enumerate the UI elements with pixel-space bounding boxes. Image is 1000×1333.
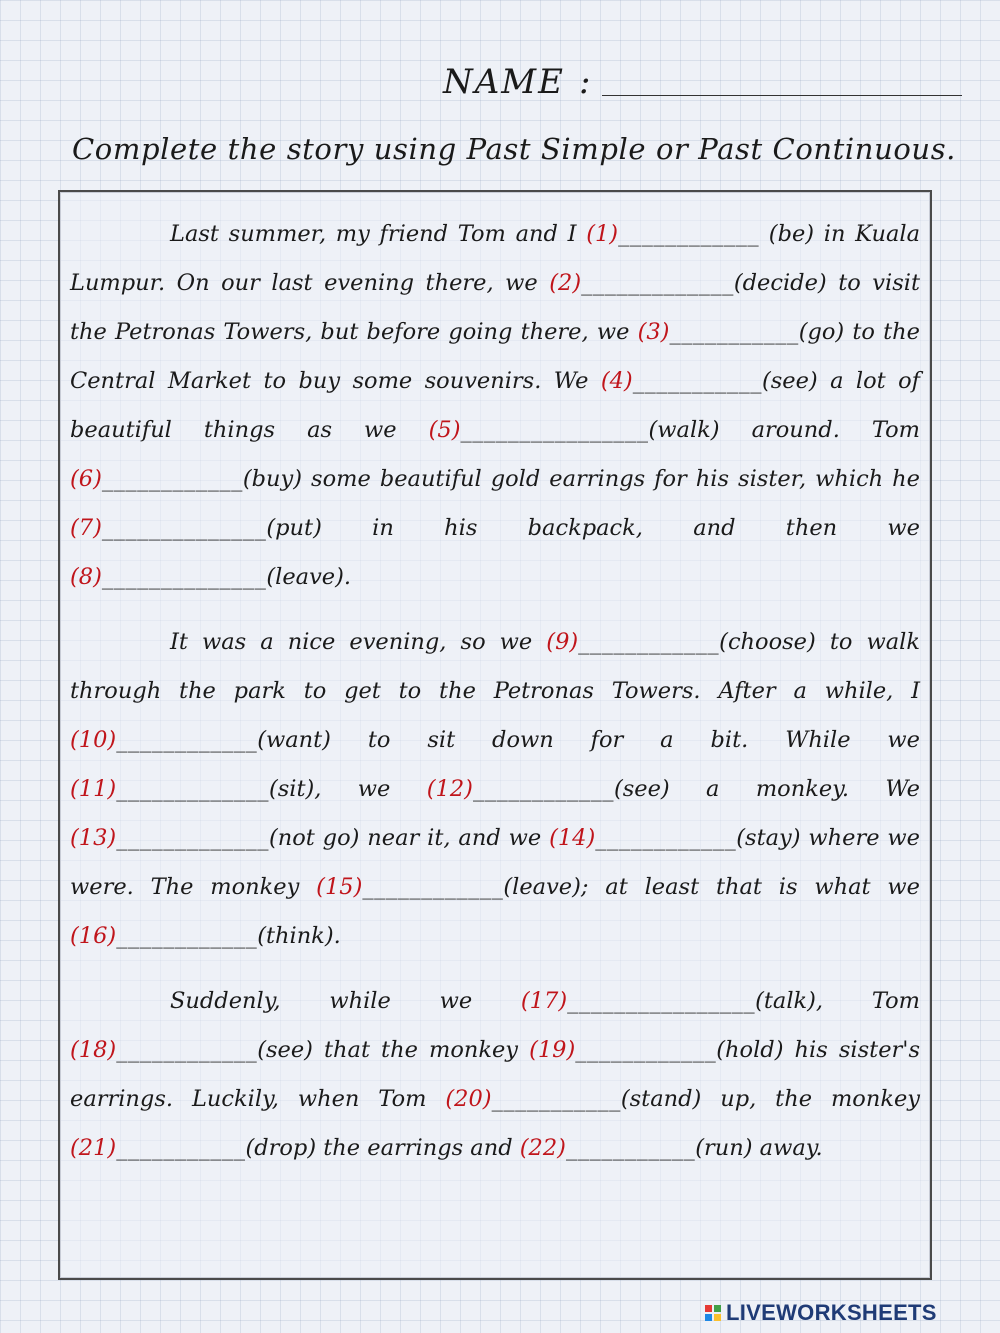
story-text: to the Central Market to buy some souvenirs. We <box>70 319 920 394</box>
name-input-line[interactable] <box>602 95 962 96</box>
instructions: Complete the story using Past Simple or Past Continuous. <box>72 132 957 166</box>
answer-blank[interactable]: ___________ <box>491 1086 621 1112</box>
verb-hint: (run) <box>695 1135 753 1161</box>
answer-blank[interactable]: ___________ <box>669 319 799 345</box>
answer-blank[interactable]: _____________ <box>116 776 269 802</box>
story-text: his sister's earrings. Luckily, when Tom <box>70 1037 920 1112</box>
verb-hint: (stay) <box>736 825 801 851</box>
gap-12[interactable] <box>427 776 670 802</box>
gap-number: (9) <box>546 629 579 655</box>
gap-4[interactable] <box>601 368 818 394</box>
story-text: in Kuala Lumpur. On our last evening there, we <box>70 221 921 296</box>
story-text: to visit the Petronas Towers, but before going there, we <box>70 270 920 345</box>
gap-18[interactable] <box>70 1037 313 1063</box>
story-text: that the monkey <box>312 1037 530 1063</box>
gap-number: (2) <box>549 270 582 296</box>
logo-square <box>705 1314 712 1321</box>
gap-11[interactable] <box>70 776 321 802</box>
answer-blank[interactable]: ____________ <box>472 776 614 802</box>
verb-hint: (buy) <box>242 466 303 492</box>
gap-number: (12) <box>426 776 473 802</box>
gap-number: (4) <box>600 368 633 394</box>
gap-number: (21) <box>70 1135 117 1161</box>
answer-blank[interactable]: _____________ <box>581 270 734 296</box>
verb-hint: (stand) <box>620 1086 702 1112</box>
verb-hint: (go) <box>798 319 845 345</box>
verb-hint: (choose) <box>719 629 816 655</box>
gap-number: (18) <box>70 1037 117 1063</box>
gap-17[interactable] <box>521 988 823 1014</box>
verb-hint: (see) <box>761 368 818 394</box>
answer-blank[interactable]: ________________ <box>460 417 649 443</box>
gap-number: (11) <box>70 776 117 802</box>
gap-14[interactable] <box>549 825 800 851</box>
gap-10[interactable] <box>70 727 331 753</box>
answer-blank[interactable]: ____________ <box>116 923 258 949</box>
verb-hint: (put) <box>266 515 322 541</box>
gap-number: (20) <box>445 1086 492 1112</box>
paragraph-3 <box>70 977 920 1173</box>
verb-hint: (hold) <box>716 1037 784 1063</box>
story-box <box>58 190 932 1280</box>
gap-8[interactable] <box>70 564 351 590</box>
gap-number: (6) <box>70 466 102 492</box>
verb-hint: (drop) <box>245 1135 317 1161</box>
gap-20[interactable] <box>445 1086 701 1112</box>
logo-square <box>714 1314 721 1321</box>
answer-blank[interactable]: ___________ <box>565 1135 696 1161</box>
logo-text: LIVEWORKSHEETS <box>726 1300 937 1325</box>
gap-2[interactable] <box>549 270 826 296</box>
gap-number: (13) <box>70 825 117 851</box>
verb-hint: (think). <box>257 923 341 949</box>
answer-blank[interactable]: ______________ <box>101 564 267 590</box>
story-text: at least that is what we <box>588 874 920 900</box>
verb-hint: (see) <box>257 1037 313 1063</box>
story-text: Suddenly, while we <box>170 988 521 1014</box>
story-text: where we were. The monkey <box>70 825 920 900</box>
verb-hint: (want) <box>257 727 331 753</box>
gap-1[interactable] <box>586 221 814 247</box>
gap-number: (8) <box>70 564 102 590</box>
answer-blank[interactable]: ___________ <box>632 368 762 394</box>
verb-hint: (talk), <box>755 988 824 1014</box>
answer-blank[interactable]: ____________ <box>618 221 760 247</box>
answer-blank[interactable]: ____________ <box>578 629 720 655</box>
gap-number: (1) <box>586 221 619 247</box>
gap-3[interactable] <box>638 319 845 345</box>
logo-squares-icon <box>705 1305 721 1321</box>
story-text: in his backpack, and then we <box>321 515 920 541</box>
answer-blank[interactable]: ________________ <box>567 988 756 1014</box>
answer-blank[interactable]: ____________ <box>101 466 243 492</box>
story-text: Tom <box>823 988 920 1014</box>
answer-blank[interactable]: ______________ <box>101 515 267 541</box>
gap-19[interactable] <box>529 1037 783 1063</box>
gap-number: (15) <box>316 874 363 900</box>
verb-hint: (sit), <box>268 776 322 802</box>
answer-blank[interactable]: ____________ <box>595 825 737 851</box>
gap-22[interactable] <box>520 1135 753 1161</box>
story-text: Last summer, my friend Tom and I <box>170 221 587 247</box>
verb-hint: (see) <box>613 776 670 802</box>
answer-blank[interactable]: ____________ <box>362 874 504 900</box>
story-text: up, the monkey <box>701 1086 920 1112</box>
gap-5[interactable] <box>429 417 720 443</box>
story-text: to sit down for a bit. While we <box>330 727 920 753</box>
verb-hint: (decide) <box>733 270 827 296</box>
gap-13[interactable] <box>70 825 359 851</box>
name-colon: : <box>578 62 591 102</box>
gap-number: (17) <box>520 988 568 1014</box>
story-text: away. <box>752 1135 823 1161</box>
verb-hint: (leave); <box>503 874 589 900</box>
gap-number: (5) <box>428 417 461 443</box>
gap-number: (3) <box>637 319 670 345</box>
logo-square <box>714 1305 721 1312</box>
gap-number: (10) <box>70 727 117 753</box>
liveworksheets-logo <box>705 1300 937 1326</box>
story-text: some beautiful gold earrings for his sister, which he <box>302 466 920 492</box>
gap-15[interactable] <box>316 874 588 900</box>
answer-blank[interactable]: ____________ <box>116 1037 258 1063</box>
gap-number: (14) <box>549 825 596 851</box>
answer-blank[interactable]: ____________ <box>575 1037 717 1063</box>
gap-21[interactable] <box>70 1135 316 1161</box>
gap-7[interactable] <box>70 515 322 541</box>
verb-hint: (be) <box>759 221 815 247</box>
gap-9[interactable] <box>546 629 815 655</box>
verb-hint: (not go) <box>268 825 360 851</box>
gap-number: (16) <box>70 923 117 949</box>
paragraph-2 <box>70 618 920 961</box>
name-row <box>443 62 962 102</box>
gap-16[interactable] <box>70 923 341 949</box>
answer-blank[interactable]: ___________ <box>116 1135 246 1161</box>
verb-hint: (walk) <box>648 417 720 443</box>
story-text: to walk through the park to get to the Petronas Towers. After a while, I <box>70 629 920 704</box>
story-text: It was a nice evening, so we <box>170 629 547 655</box>
story-text: a monkey. We <box>669 776 920 802</box>
story-text: near it, and we <box>359 825 550 851</box>
story-text: the earrings and <box>316 1135 520 1161</box>
verb-hint: (leave). <box>266 564 352 590</box>
gap-number: (19) <box>529 1037 576 1063</box>
story-text: we <box>321 776 427 802</box>
gap-number: (7) <box>70 515 102 541</box>
paragraph-1 <box>70 210 920 602</box>
name-label: NAME <box>443 62 565 102</box>
logo-square <box>705 1305 712 1312</box>
gap-6[interactable] <box>70 466 302 492</box>
gap-number: (22) <box>519 1135 566 1161</box>
answer-blank[interactable]: _____________ <box>116 825 269 851</box>
answer-blank[interactable]: ____________ <box>116 727 258 753</box>
story-text: around. Tom <box>719 417 920 443</box>
story-text: a lot of beautiful things as we <box>70 368 920 443</box>
